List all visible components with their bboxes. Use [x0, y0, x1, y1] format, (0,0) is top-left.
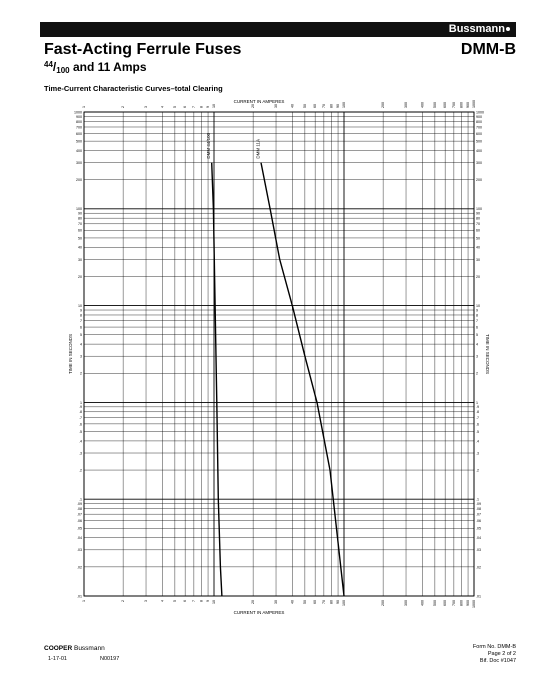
y-tick-label-left: 100 [76, 207, 82, 212]
y-tick-label-right: 1 [476, 400, 478, 405]
x-tick-label-bottom: 1000 [472, 600, 476, 608]
y-tick-label-left: 600 [76, 131, 82, 136]
y-tick-label-right: .06 [476, 519, 481, 524]
y-tick-label-left: 400 [76, 148, 82, 153]
y-tick-label-right: 7 [476, 318, 478, 323]
y-tick-label-left: 4 [80, 342, 82, 347]
y-tick-label-right: 3 [476, 354, 478, 359]
x-tick-label-top: 800 [459, 102, 464, 108]
y-tick-label-right: 100 [476, 207, 482, 212]
x-tick-label-bottom: 6 [183, 600, 188, 602]
form-line-1: Form No. DMM-B [472, 644, 516, 650]
y-tick-label-right: 10 [476, 304, 480, 308]
y-tick-label-left: 5 [80, 333, 82, 338]
y-tick-label-right: 600 [476, 131, 482, 136]
y-tick-label-right: .3 [476, 451, 479, 456]
y-tick-label-right: 700 [476, 125, 482, 130]
y-tick-label-left: .8 [79, 410, 82, 415]
x-tick-label-bottom: 900 [466, 600, 471, 606]
y-tick-label-right: .08 [476, 506, 481, 511]
x-tick-label-top: 200 [381, 102, 386, 108]
cooper-logo [44, 645, 105, 652]
subtitle-denominator: 100 [56, 66, 70, 75]
y-tick-label-left: 20 [78, 274, 82, 279]
x-tick-label-top: 300 [404, 102, 409, 108]
y-tick-label-right: .07 [476, 512, 481, 517]
series-label-1: DMM 44/100 [206, 132, 212, 159]
y-tick-label-left: 900 [76, 114, 82, 119]
x-tick-label-top: 1 [82, 106, 86, 108]
y-tick-label-right: .6 [476, 422, 479, 427]
y-tick-label-right: 90 [476, 211, 480, 216]
x-tick-label-top: 4 [160, 106, 165, 108]
y-tick-label-right: 9 [476, 308, 478, 313]
y-tick-label-right: .1 [476, 497, 479, 502]
y-tick-label-right: 800 [476, 119, 482, 124]
y-tick-label-right: .02 [476, 565, 481, 570]
x-tick-label-bottom: 30 [274, 600, 279, 604]
y-tick-label-right: 60 [476, 228, 480, 233]
x-tick-label-bottom: 8 [199, 600, 204, 602]
y-tick-label-left: 800 [76, 119, 82, 124]
y-tick-label-right: .03 [476, 548, 481, 553]
x-tick-label-top: 2 [121, 106, 126, 108]
x-tick-label-bottom: 3 [144, 600, 149, 602]
y-tick-label-left: 7 [80, 318, 82, 323]
y-tick-label-left: .03 [77, 548, 82, 553]
x-tick-label-top: 70 [321, 104, 326, 108]
footer-date: 1-17-01 [48, 656, 67, 662]
x-tick-label-bottom: 5 [172, 600, 177, 602]
page-title: Fast-Acting Ferrule Fuses [44, 41, 242, 58]
y-tick-label-left: .6 [79, 422, 82, 427]
y-tick-label-right: .05 [476, 526, 481, 531]
y-tick-label-left: .07 [77, 512, 82, 517]
logo-bold: COOPER [44, 645, 73, 652]
x-tick-label-top: 900 [466, 102, 471, 108]
page-subtitle: $^{44}$/100 and 11 Amps [44, 60, 147, 75]
y-tick-label-left: .2 [79, 468, 82, 473]
y-tick-label-left: 80 [78, 216, 82, 221]
y-tick-label-right: 30 [476, 257, 480, 262]
x-tick-label-bottom: 300 [404, 600, 409, 606]
y-tick-label-left: 90 [78, 211, 82, 216]
x-tick-label-top: 30 [274, 104, 279, 108]
x-tick-label-top: 40 [290, 104, 295, 108]
y-tick-label-right: 4 [476, 342, 478, 347]
y-tick-label-right: 80 [476, 216, 480, 221]
x-tick-label-top: 8 [199, 106, 204, 108]
x-tick-label-bottom: 60 [313, 600, 318, 604]
y-tick-label-left: .04 [77, 536, 82, 541]
x-tick-label-top: 80 [329, 104, 334, 108]
y-tick-label-left: 10 [78, 304, 82, 308]
x-tick-label-bottom: 90 [336, 600, 341, 604]
y-tick-label-left: 1000 [74, 110, 82, 115]
x-tick-label-bottom: 50 [302, 600, 307, 604]
x-tick-label-bottom: 800 [459, 600, 464, 606]
y-tick-label-left: 200 [76, 178, 82, 183]
y-tick-label-right: .04 [476, 536, 481, 541]
y-tick-label-left: .05 [77, 526, 82, 531]
y-tick-label-right: 500 [476, 139, 482, 144]
series-label-2: DMM 11A [255, 138, 261, 159]
y-tick-label-left: 50 [78, 236, 82, 241]
y-tick-label-left: 500 [76, 139, 82, 144]
x-tick-label-top: 90 [336, 104, 341, 108]
y-axis-label-left: TIME IN SECONDS [68, 333, 73, 375]
x-tick-label-top: 9 [206, 106, 211, 108]
form-line-2: Page 2 of 2 [487, 651, 516, 657]
y-tick-label-left: .4 [79, 439, 82, 444]
x-tick-label-top: 20 [251, 103, 256, 108]
x-tick-label-bottom: 20 [251, 600, 256, 604]
footer-code: N00197 [100, 656, 120, 662]
y-tick-label-left: 700 [76, 125, 82, 130]
y-tick-label-left: .1 [79, 497, 82, 502]
subtitle-numerator: 44 [44, 60, 53, 69]
y-tick-label-right: .8 [476, 410, 479, 415]
x-tick-label-top: 6 [183, 106, 188, 108]
y-tick-label-left: 70 [78, 222, 82, 227]
y-tick-label-left: .3 [79, 451, 82, 456]
x-tick-label-bottom: 10 [212, 600, 216, 604]
y-tick-label-left: 6 [80, 325, 82, 330]
y-tick-label-left: .08 [77, 506, 82, 511]
y-tick-label-right: 6 [476, 325, 478, 330]
chart-title: Time-Current Characteristic Curves–total Clearing [44, 84, 223, 93]
x-tick-label-bottom: 7 [191, 600, 196, 602]
y-tick-label-right: 300 [476, 161, 482, 166]
x-tick-label-top: 3 [144, 106, 149, 108]
x-tick-label-top: 5 [172, 106, 177, 108]
x-tick-label-bottom: 80 [329, 600, 334, 604]
series-line-1 [212, 163, 222, 596]
y-tick-label-left: .06 [77, 519, 82, 524]
y-tick-label-left: .09 [77, 502, 82, 507]
x-tick-label-bottom: 1 [82, 600, 86, 602]
y-tick-label-right: 400 [476, 148, 482, 153]
y-axis-label-right: TIME IN SECONDS [485, 333, 490, 375]
x-tick-label-bottom: 4 [160, 600, 165, 602]
y-tick-label-left: 30 [78, 257, 82, 262]
x-tick-label-top: 400 [420, 102, 425, 108]
y-tick-label-right: 200 [476, 178, 482, 183]
y-tick-label-right: 70 [476, 222, 480, 227]
y-tick-label-left: .9 [79, 405, 82, 410]
y-tick-label-right: .7 [476, 415, 479, 420]
y-tick-label-left: 9 [80, 308, 82, 313]
y-tick-label-left: .5 [79, 429, 82, 434]
y-tick-label-left: 1 [80, 400, 82, 405]
x-tick-label-bottom: 9 [206, 600, 211, 602]
x-tick-label-top: 700 [451, 102, 456, 108]
y-tick-label-right: .4 [476, 439, 479, 444]
x-tick-label-bottom: 2 [121, 600, 126, 602]
x-tick-label-bottom: 40 [290, 600, 295, 604]
x-tick-label-bottom: 400 [420, 600, 425, 606]
x-tick-label-bottom: 200 [381, 600, 386, 606]
brand-logo: Bussmann [449, 22, 510, 37]
model-code: DMM-B [460, 41, 516, 58]
y-tick-label-left: .7 [79, 415, 82, 420]
y-tick-label-left: 3 [80, 354, 82, 359]
y-tick-label-right: 40 [476, 245, 480, 250]
x-tick-label-top: 10 [212, 104, 216, 108]
x-tick-label-top: 100 [342, 102, 346, 108]
y-tick-label-right: 2 [476, 371, 478, 376]
y-tick-label-right: .9 [476, 405, 479, 410]
y-tick-label-right: .09 [476, 502, 481, 507]
x-tick-label-bottom: 500 [432, 600, 437, 606]
x-tick-label-top: 500 [432, 102, 437, 108]
y-tick-label-right: 50 [476, 236, 480, 241]
x-axis-label-top: CURRENT IN AMPERES [233, 99, 285, 104]
y-tick-label-left: 8 [80, 313, 82, 318]
logo-rest: Bussmann [72, 645, 105, 652]
x-tick-label-top: 600 [443, 102, 448, 108]
x-axis-label-bottom: CURRENT IN AMPERES [233, 610, 285, 615]
y-tick-label-right: 5 [476, 333, 478, 338]
y-tick-label-left: .02 [77, 565, 82, 570]
y-tick-label-right: .2 [476, 468, 479, 473]
y-tick-label-right: .01 [476, 594, 481, 599]
subtitle-text: and 11 Amps [69, 60, 147, 74]
y-tick-label-left: 2 [80, 371, 82, 376]
x-tick-label-bottom: 70 [321, 600, 326, 604]
form-info [473, 644, 516, 665]
y-tick-label-left: 40 [78, 245, 82, 250]
plot-frame [84, 112, 474, 596]
x-tick-label-top: 50 [302, 104, 307, 108]
y-tick-label-right: 20 [476, 274, 480, 279]
x-tick-label-bottom: 700 [451, 600, 456, 606]
x-tick-label-top: 7 [191, 106, 196, 108]
y-tick-label-right: 1000 [476, 110, 484, 115]
x-tick-label-bottom: 100 [342, 600, 346, 606]
y-tick-label-left: 300 [76, 161, 82, 166]
form-line-3: Bif. Doc #1047 [479, 658, 516, 664]
x-tick-label-bottom: 600 [443, 600, 448, 606]
y-tick-label-right: 900 [476, 114, 482, 119]
x-tick-label-top: 60 [313, 104, 318, 108]
y-tick-label-left: 60 [78, 228, 82, 233]
x-tick-label-top: 1000 [472, 100, 476, 108]
y-tick-label-right: .5 [476, 429, 479, 434]
y-tick-label-left: .01 [77, 594, 82, 599]
y-tick-label-right: 8 [476, 313, 478, 318]
